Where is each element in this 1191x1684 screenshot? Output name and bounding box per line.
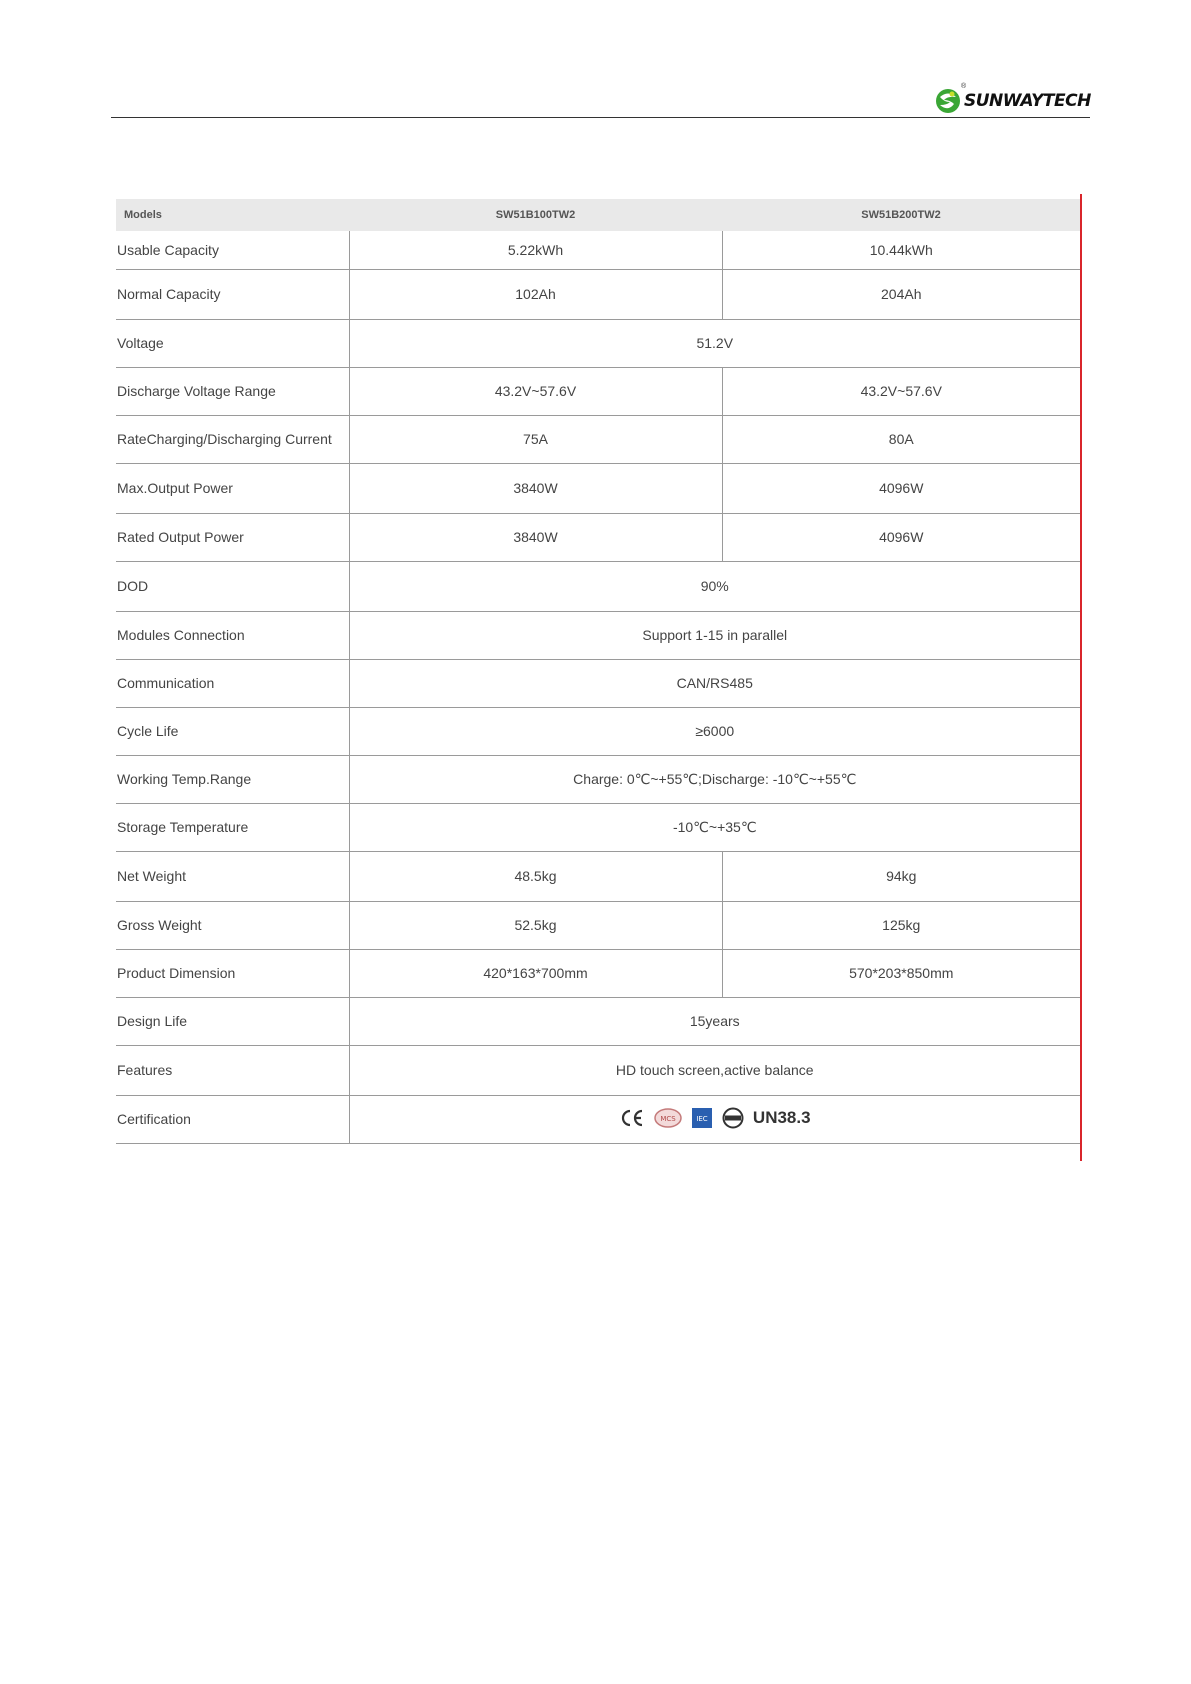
red-margin-rule — [1080, 194, 1082, 1161]
header-divider — [111, 117, 1090, 118]
table-row — [116, 659, 1080, 707]
table-row — [116, 319, 1080, 367]
row-value-model-a: 48.5kg — [349, 851, 722, 901]
row-value-model-a: 75A — [349, 415, 722, 463]
row-label: Modules Connection — [116, 611, 349, 659]
rohs-seal-icon — [721, 1107, 745, 1129]
row-value-shared: 90% — [349, 561, 1080, 611]
table-row — [116, 231, 1080, 269]
row-label: Working Temp.Range — [116, 755, 349, 803]
table-row — [116, 851, 1080, 901]
row-value-model-a: 420*163*700mm — [349, 949, 722, 997]
row-label: Voltage — [116, 319, 349, 367]
row-value-model-a: 5.22kWh — [349, 231, 722, 269]
row-label: Design Life — [116, 997, 349, 1045]
table-row — [116, 269, 1080, 319]
table-row-certification — [116, 1095, 1080, 1143]
row-label: Net Weight — [116, 851, 349, 901]
row-label: Usable Capacity — [116, 231, 349, 269]
row-label: Normal Capacity — [116, 269, 349, 319]
row-label: Product Dimension — [116, 949, 349, 997]
row-value-model-b: 4096W — [722, 463, 1080, 513]
table-row — [116, 1045, 1080, 1095]
row-value-shared: HD touch screen,active balance — [349, 1045, 1080, 1095]
row-value-shared: 51.2V — [349, 319, 1080, 367]
row-value-model-a: 3840W — [349, 463, 722, 513]
row-label: Discharge Voltage Range — [116, 367, 349, 415]
row-value-model-b: 43.2V~57.6V — [722, 367, 1080, 415]
table-row — [116, 463, 1080, 513]
row-value-model-b: 4096W — [722, 513, 1080, 561]
table-row — [116, 561, 1080, 611]
brand-logo — [935, 83, 1091, 114]
models-header: Models — [116, 199, 349, 231]
table-body — [116, 231, 1080, 1143]
sunwaytech-logo-icon — [935, 88, 961, 114]
table-row — [116, 707, 1080, 755]
row-value-model-b: 80A — [722, 415, 1080, 463]
table-row — [116, 367, 1080, 415]
un38-3-label: UN38.3 — [752, 1108, 811, 1127]
table-header-row — [116, 199, 1080, 231]
row-value-model-a: 43.2V~57.6V — [349, 367, 722, 415]
row-value-model-b: 94kg — [722, 851, 1080, 901]
iec-logo-icon — [691, 1107, 713, 1129]
row-value-shared: 15years — [349, 997, 1080, 1045]
mcs-seal-icon — [653, 1107, 683, 1129]
row-value-shared: Charge: 0℃~+55℃;Discharge: -10℃~+55℃ — [349, 755, 1080, 803]
table-row — [116, 513, 1080, 561]
row-label: Max.Output Power — [116, 463, 349, 513]
svg-text:MCS: MCS — [660, 1115, 676, 1123]
row-label: Storage Temperature — [116, 803, 349, 851]
row-value-model-b: 10.44kWh — [722, 231, 1080, 269]
table-row — [116, 997, 1080, 1045]
certification-logos — [619, 1107, 811, 1129]
model-a-header: SW51B100TW2 — [349, 199, 722, 231]
row-label: Communication — [116, 659, 349, 707]
registered-mark: ® — [961, 83, 967, 90]
row-label: RateCharging/Discharging Current — [116, 415, 349, 463]
certification-marks — [349, 1095, 1080, 1143]
row-value-model-b: 125kg — [722, 901, 1080, 949]
row-label: Features — [116, 1045, 349, 1095]
row-value-shared: Support 1-15 in parallel — [349, 611, 1080, 659]
row-value-shared: -10℃~+35℃ — [349, 803, 1080, 851]
model-b-header: SW51B200TW2 — [722, 199, 1080, 231]
row-label: Gross Weight — [116, 901, 349, 949]
svg-text:IEC: IEC — [696, 1115, 708, 1123]
row-value-shared: CAN/RS485 — [349, 659, 1080, 707]
specification-table — [116, 199, 1080, 1144]
row-value-model-b: 570*203*850mm — [722, 949, 1080, 997]
table-row — [116, 901, 1080, 949]
ce-mark-icon — [619, 1108, 645, 1128]
row-label: Cycle Life — [116, 707, 349, 755]
table-row — [116, 949, 1080, 997]
table-row — [116, 803, 1080, 851]
row-value-model-a: 52.5kg — [349, 901, 722, 949]
table-row — [116, 611, 1080, 659]
brand-name: SUNWAYTECH — [964, 91, 1091, 111]
row-value-model-b: 204Ah — [722, 269, 1080, 319]
row-label: Rated Output Power — [116, 513, 349, 561]
table-row — [116, 415, 1080, 463]
table-row — [116, 755, 1080, 803]
row-label: DOD — [116, 561, 349, 611]
row-value-model-a: 102Ah — [349, 269, 722, 319]
row-value-model-a: 3840W — [349, 513, 722, 561]
row-value-shared: ≥6000 — [349, 707, 1080, 755]
row-label: Certification — [116, 1095, 349, 1143]
